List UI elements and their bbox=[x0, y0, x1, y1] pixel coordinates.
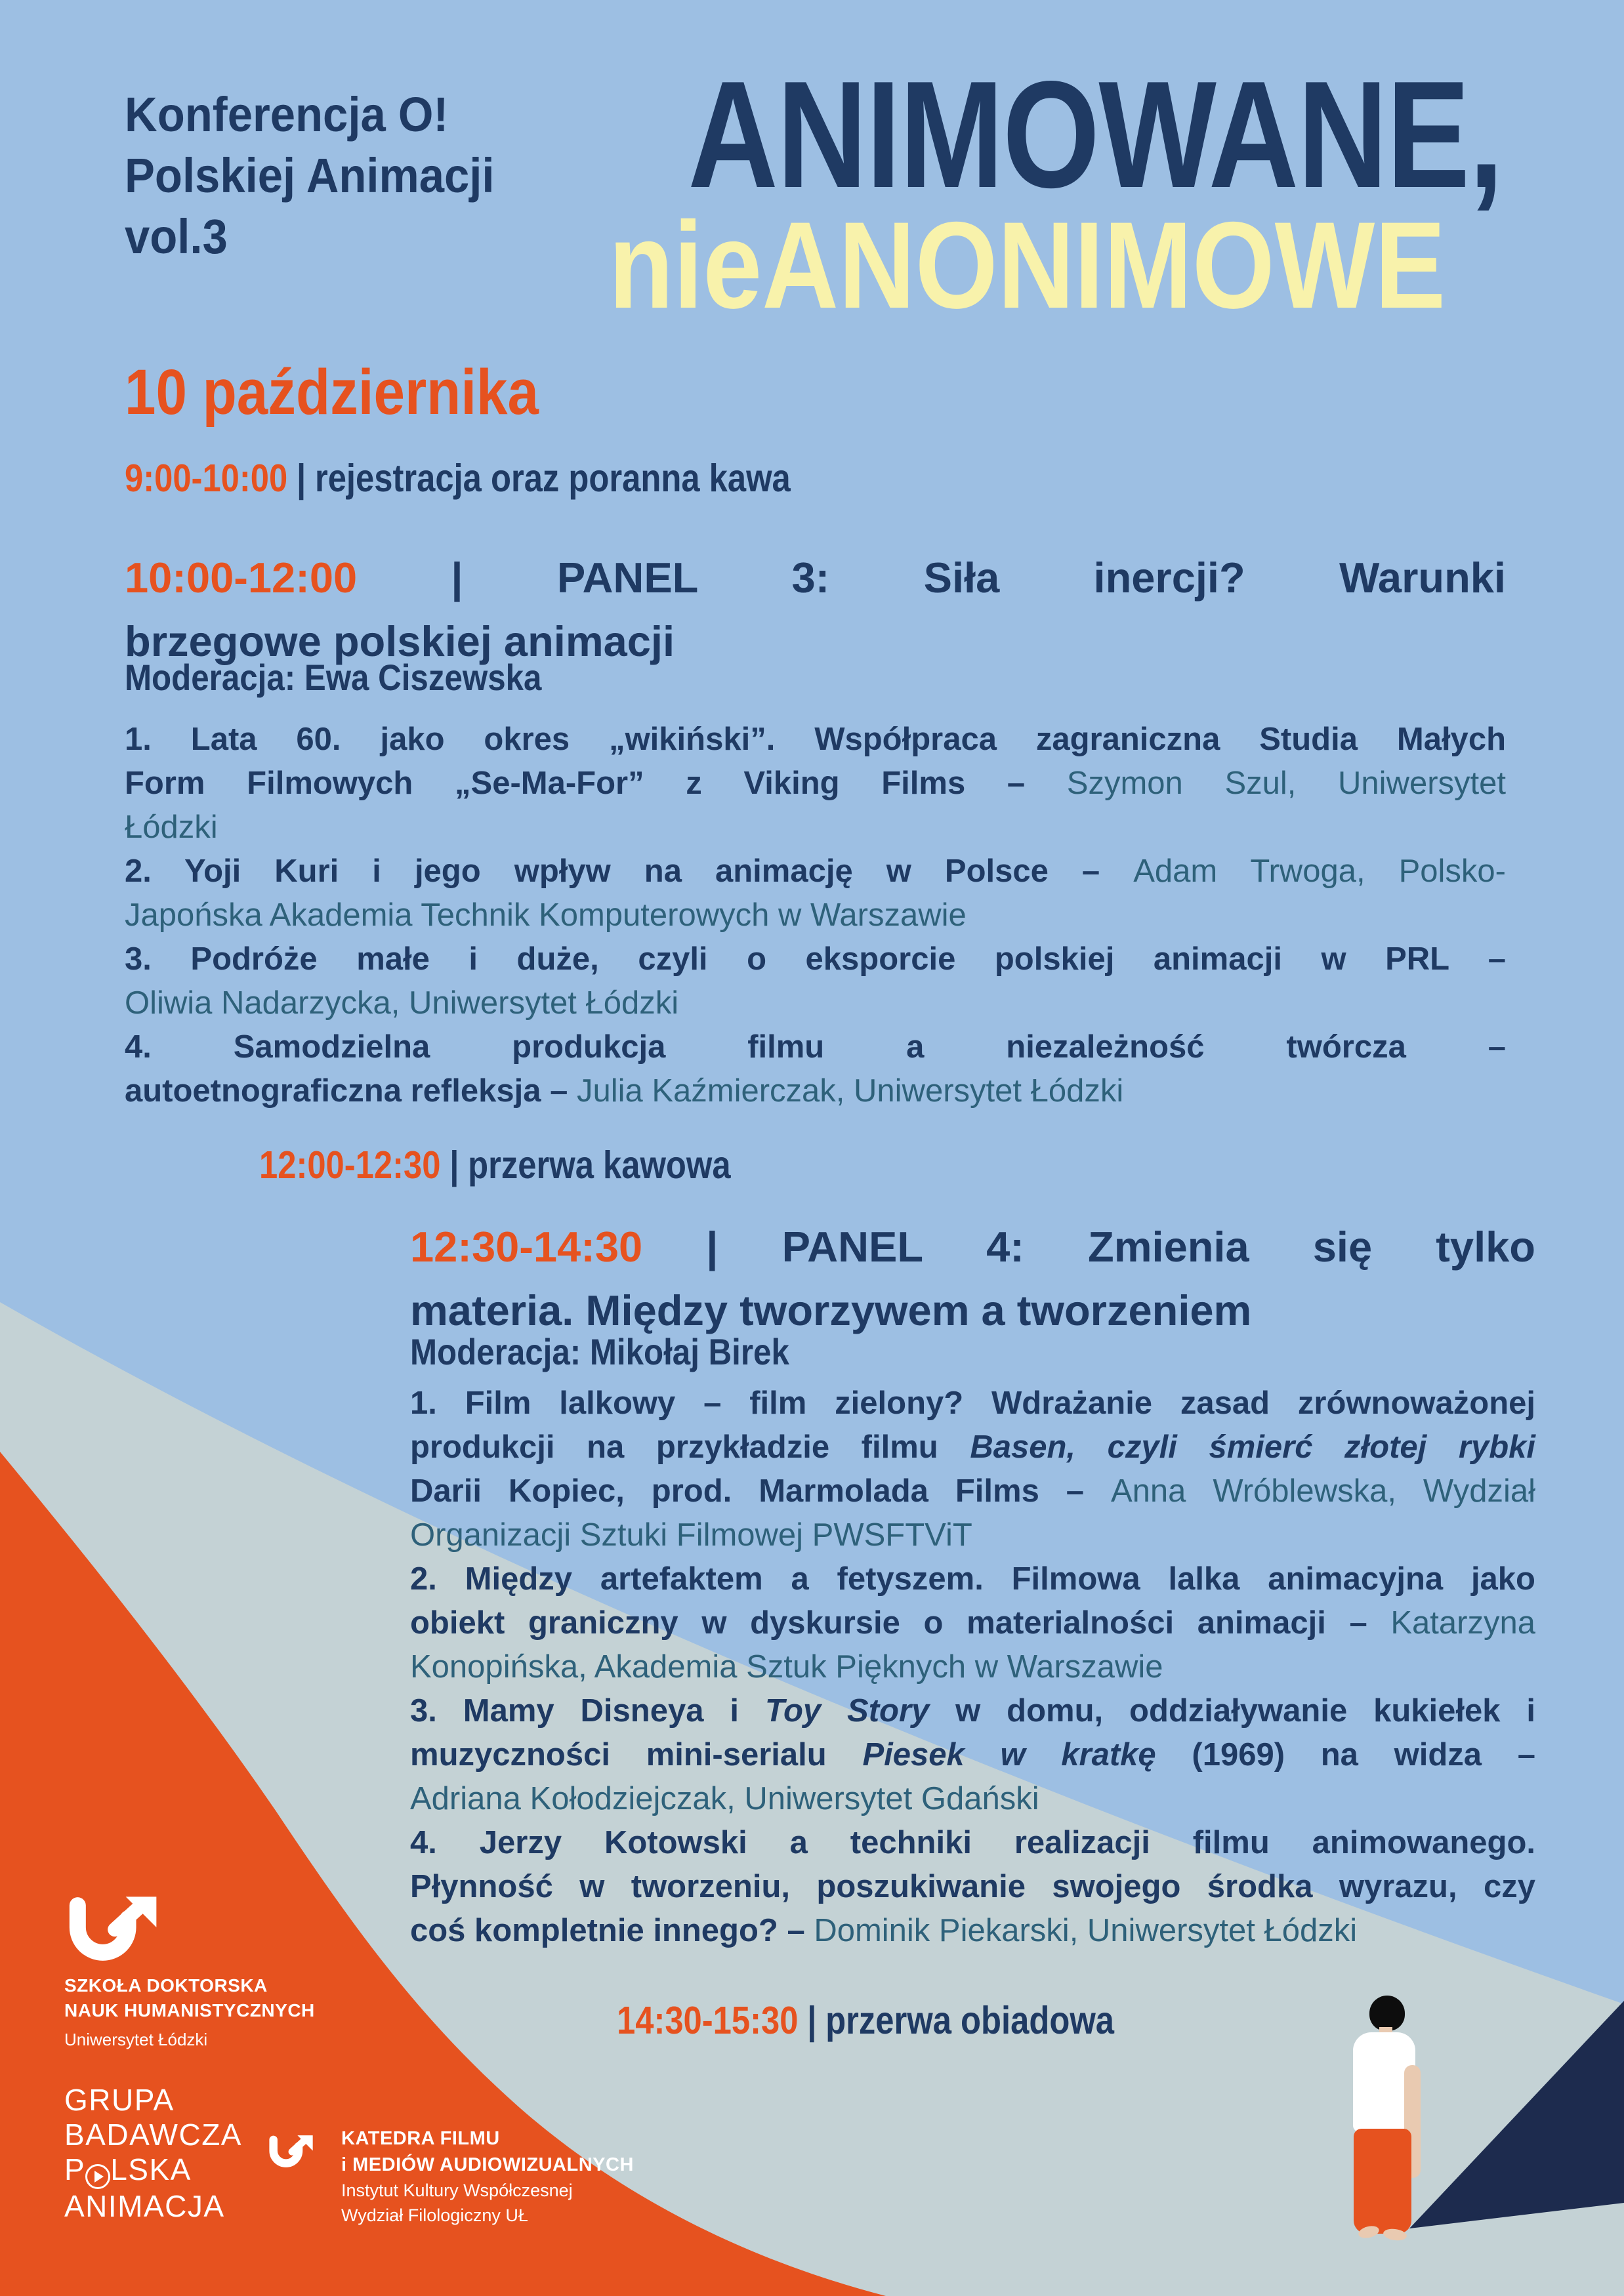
text-line: autoetnograficzna refleksja – Julia Kaźmierczak, Uniwersytet Łódzki bbox=[125, 1073, 1124, 1109]
film-department-line3: Instytut Kultury Współczesnej bbox=[341, 2181, 573, 2200]
text-line: 4. Samodzielna produkcja filmu a niezależność twórcza – bbox=[125, 1029, 1506, 1065]
research-group-line3: P LSKA bbox=[64, 2152, 242, 2189]
doctoral-school-line2: NAUK HUMANISTYCZNYCH bbox=[64, 2000, 315, 2020]
film-department-line2: i MEDIÓW AUDIOWIZUALNYCH bbox=[341, 2154, 634, 2175]
text-line: Oliwia Nadarzycka, Uniwersytet Łódzki bbox=[125, 985, 679, 1021]
research-group-line4: ANIMACJA bbox=[64, 2189, 225, 2223]
panel-3-moderation: Moderacja: Ewa Ciszewska bbox=[125, 657, 542, 698]
poster-title-line2: nieANONIMOWE bbox=[608, 196, 1446, 334]
text-line: brzegowe polskiej animacji bbox=[125, 617, 675, 665]
text-line: 3. Mamy Disneya i Toy Story w domu, oddziaływanie kukiełek i bbox=[410, 1693, 1535, 1729]
research-group-line1: GRUPA bbox=[64, 2083, 175, 2117]
figure-hair bbox=[1369, 1996, 1405, 2031]
standing-figure-illustration bbox=[1345, 1988, 1430, 2247]
text-line: muzyczności mini-serialu Piesek w kratkę (1969) na widza – bbox=[410, 1737, 1535, 1773]
play-icon bbox=[85, 2164, 110, 2189]
conference-name-line2: Polskiej Animacji bbox=[125, 148, 495, 203]
coffee-break-label: przerwa kawowa bbox=[468, 1143, 731, 1187]
date-heading: 10 października bbox=[125, 356, 539, 428]
text-line: 4. Jerzy Kotowski a techniki realizacji filmu animowanego. bbox=[410, 1825, 1535, 1860]
registration-line bbox=[125, 456, 791, 501]
doctoral-school-line1: SZKOŁA DOKTORSKA bbox=[64, 1975, 268, 1996]
conference-name bbox=[125, 84, 495, 267]
conference-name-line1: Konferencja O! bbox=[125, 87, 449, 142]
film-department-line1: KATEDRA FILMU bbox=[341, 2128, 500, 2149]
film-department-line4: Wydział Filologiczny UŁ bbox=[341, 2205, 528, 2225]
panel-3-heading bbox=[125, 546, 1506, 673]
separator-bar: | bbox=[807, 1999, 817, 2042]
research-group-block bbox=[64, 2083, 242, 2224]
lunch-break-label: przerwa obiadowa bbox=[825, 1999, 1115, 2042]
doctoral-school-line3: Uniwersytet Łódzki bbox=[64, 2030, 208, 2049]
panel-4-items bbox=[410, 1382, 1535, 1953]
poster-title-line1: ANIMOWANE, bbox=[688, 50, 1503, 220]
lunch-break-line bbox=[617, 1998, 1114, 2043]
text-line: 12:30-14:30 | PANEL 4: Zmienia się tylko bbox=[410, 1223, 1535, 1271]
text-line: 10:00-12:00 | PANEL 3: Siła inercji? Warunki bbox=[125, 554, 1506, 602]
separator-bar: | bbox=[449, 1143, 459, 1187]
text-line: 2. Między artefaktem a fetyszem. Filmowa lalka animacyjna jako bbox=[410, 1561, 1535, 1597]
university-of-lodz-logo-icon bbox=[62, 1895, 194, 1967]
text-line: 1. Lata 60. jako okres „wikiński”. Współpraca zagraniczna Studia Małych bbox=[125, 722, 1506, 757]
text-line: Konopińska, Akademia Sztuk Pięknych w Warszawie bbox=[410, 1649, 1163, 1685]
panel-4-moderation: Moderacja: Mikołaj Birek bbox=[410, 1331, 789, 1372]
text-line: 1. Film lalkowy – film zielony? Wdrażanie zasad zrównoważonej bbox=[410, 1385, 1535, 1421]
coffee-break-line bbox=[259, 1143, 731, 1187]
text-line: Płynność w tworzeniu, poszukiwanie swojego środka wyrazu, czy bbox=[410, 1869, 1535, 1904]
text-line: materia. Między tworzywem a tworzeniem bbox=[410, 1286, 1252, 1334]
panel-3-items bbox=[125, 718, 1506, 1113]
text-line: produkcji na przykładzie filmu Basen, czyli śmierć złotej rybki bbox=[410, 1429, 1535, 1465]
text-line: 2. Yoji Kuri i jego wpływ na animację w Polsce – Adam Trwoga, Polsko- bbox=[125, 853, 1506, 889]
panel-4-heading bbox=[410, 1215, 1535, 1342]
registration-time: 9:00-10:00 bbox=[125, 457, 288, 500]
text-line: obiekt graniczny w dyskursie o materialności animacji – Katarzyna bbox=[410, 1605, 1535, 1641]
figure-skirt bbox=[1354, 2129, 1411, 2234]
text-line: Łódzki bbox=[125, 810, 218, 845]
text-line: Darii Kopiec, prod. Marmolada Films – Anna Wróblewska, Wydział bbox=[410, 1473, 1535, 1509]
coffee-break-time: 12:00-12:30 bbox=[259, 1143, 441, 1187]
text-line: coś kompletnie innego? – Dominik Piekarski, Uniwersytet Łódzki bbox=[410, 1913, 1358, 1948]
film-department-block bbox=[341, 2125, 634, 2228]
separator-bar: | bbox=[296, 457, 306, 500]
university-of-lodz-logo-icon bbox=[266, 2133, 331, 2171]
doctoral-school-block bbox=[64, 1973, 315, 2050]
research-group-line2: BADAWCZA bbox=[64, 2118, 242, 2152]
text-line: Adriana Kołodziejczak, Uniwersytet Gdański bbox=[410, 1781, 1039, 1816]
text-line: Form Filmowych „Se-Ma-For” z Viking Films – Szymon Szul, Uniwersytet bbox=[125, 766, 1506, 801]
conference-name-line3: vol.3 bbox=[125, 209, 228, 264]
registration-label: rejestracja oraz poranna kawa bbox=[314, 457, 791, 500]
lunch-break-time: 14:30-15:30 bbox=[617, 1999, 799, 2042]
text-line: 3. Podróże małe i duże, czyli o eksporcie polskiej animacji w PRL – bbox=[125, 941, 1506, 977]
text-line: Japońska Akademia Technik Komputerowych w Warszawie bbox=[125, 897, 967, 933]
text-line: Organizacji Sztuki Filmowej PWSFTViT bbox=[410, 1517, 972, 1553]
